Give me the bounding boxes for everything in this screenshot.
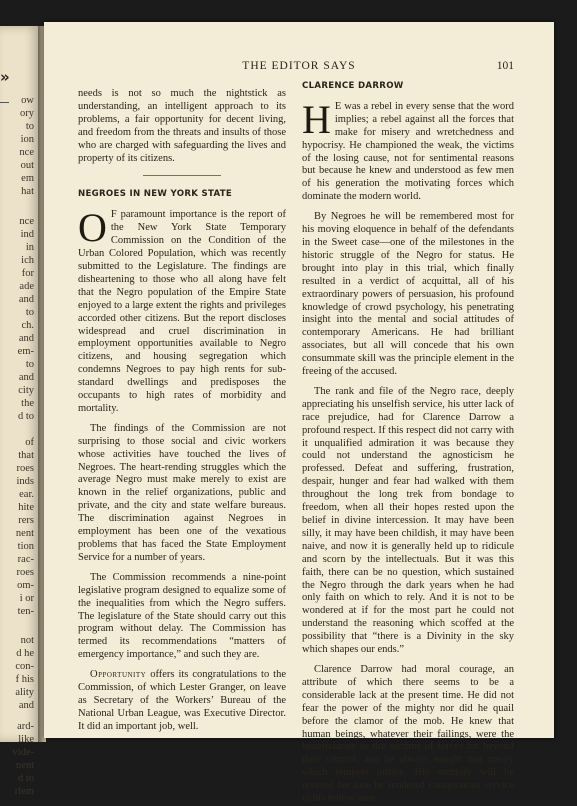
paragraph-rebel <box>302 96 514 204</box>
left-page-fragment: em <box>21 173 34 184</box>
left-page-fragment: ality <box>15 687 34 698</box>
section-title-clarence-darrow: CLARENCE DARROW <box>302 81 404 91</box>
left-page-fragment: to <box>25 121 34 132</box>
left-page-fragment: d he <box>16 648 34 659</box>
right-column <box>302 80 514 806</box>
left-page-fragment: ory <box>20 108 34 119</box>
left-page-fragment: city <box>18 385 34 396</box>
paragraph-moral-courage: Clarence Darrow had moral courage, an attribute of which there seems to be a considerable lack at the present time. He did not fear the power of the mighty nor did he quail before the clamor of the mob. He knew that human beings, whatever their failings, were the beneficiaries or the victims of forces far beyond their control, and he always sought that mercy which tempers justice. His memory will be revered because he rendered conspicuous service to his fellow men. <box>302 663 514 805</box>
left-page-fragment: vide- <box>12 747 34 758</box>
left-page-fragment: and <box>18 700 34 711</box>
left-page-fragment: nent <box>15 760 34 771</box>
section-title-negroes-new-york: NEGROES IN NEW YORK STATE <box>78 189 233 200</box>
left-page-fragment: not <box>20 635 34 646</box>
paragraph-recommendations: The Commission recommends a nine-point legislative program designed to equalize some of the inequalities from which the Negro suffers. The legislature of the State should carry out this program without delay. The Commission has termed its recommendations “matters of emergency importance,” and such they are. <box>78 571 286 661</box>
left-page-fragment: ade <box>19 281 34 292</box>
left-page-fragment: hat <box>21 186 34 197</box>
magazine-name: Opportunity <box>90 669 147 681</box>
left-page-fragment: tion <box>17 541 34 552</box>
right-page <box>44 22 554 805</box>
left-page-fragment: ch. <box>21 320 34 331</box>
left-page-fragment: and <box>18 294 34 305</box>
paragraph-report <box>78 205 286 416</box>
paragraph-findings: The findings of the Commission are not surprising to those social and civic workers whose activities have touched the lives of Negroes. The heart-rending struggles which the average Negro must make merely to exist are known in the relief organizations, public and private, and the city and state welfare bureaus. The discrimination against Negroes in employment has been one of the vexatious problems that has faced the State Employment Service for a number of years. <box>78 422 286 563</box>
left-page-fragment: inds <box>16 476 34 487</box>
left-page-fragment: d to <box>17 773 34 784</box>
left-page-dash <box>0 102 9 103</box>
left-page-fragment: i or <box>19 593 34 604</box>
left-page-fragment: in <box>25 242 34 253</box>
left-page-fragment: ich <box>21 255 34 266</box>
left-page-fragment: the <box>21 398 34 409</box>
left-page-fragment: d to <box>17 411 34 422</box>
left-page-edge <box>0 26 40 797</box>
left-page-fragment: roes <box>16 463 34 474</box>
section-divider <box>143 175 221 176</box>
left-page-fragment: and <box>18 333 34 344</box>
left-page-fragment: rers <box>18 515 34 526</box>
left-page-fragment: and <box>18 372 34 383</box>
paragraph-opening: needs is not so much the nightstick as understanding, an intelligent approach to its problems, a fair opportunity for decent living, and freedom from the threats and insults of those who are charged with safeguarding the lives and property of its citizens. <box>78 88 286 164</box>
left-page-fragment: ard- <box>17 721 34 732</box>
paragraph-report-text: F paramount importance is the report of the New York State Temporary Commission on the Condition of the Urban Colored Population, which was recently submitted to the Legislature. The findings are disheartening to those who all along have felt that the Negro population of the Empire State enjoyed to a large extent the rights and privileges accorded other citizens. But the report discloses widespread and cruel discrimination in employment opportunities available to Negro citizens, and housing segregation which condemns Negroes to pay high rents for sub-standard dwellings and predisposes the occupants to high rates of morbidity and mortality. <box>78 209 286 414</box>
paragraph-congratulations <box>78 669 286 734</box>
left-page-fragment: rac- <box>17 554 34 565</box>
left-page-fragment: con- <box>15 661 34 672</box>
left-page-fragment: to <box>25 359 34 370</box>
left-page-fragment: ion <box>20 134 34 145</box>
page-number: 101 <box>496 60 514 72</box>
left-page-fragment: roes <box>16 567 34 578</box>
left-page-fragment: f his <box>15 674 34 685</box>
left-column <box>78 88 286 741</box>
left-page-fragment: nce <box>19 216 34 227</box>
left-page-fragment: for <box>21 268 34 279</box>
paragraph-sweet-case: By Negroes he will be remembered most for his moving eloquence in behalf of the defendants in the Sweet case—one of the milestones in the historic struggle of the Negro for status. He brought into play in this trial, which finally resulted in a verdict of acquittal, all of his extraordinary powers of persuasion, his profound knowledge of crowd psychology, his penetrating insight into the mental and social attitudes of contemporary Americans. He had brilliant associates, but all will concede that his own consummate skill was the principle element in the freeing of the accused. <box>302 211 514 378</box>
drop-cap: O <box>78 205 107 251</box>
left-page-fragment: em- <box>17 346 34 357</box>
left-page-fragment: ow <box>21 95 34 106</box>
left-page-fragment: rlem <box>14 786 34 797</box>
left-page-mark: » <box>0 68 10 86</box>
paragraph-rank-and-file: The rank and file of the Negro race, deeply appreciating his unselfish service, his utter lack of race prejudice, had for Clarence Darrow a profound respect. If this respect did not carry with it unqualified admiration it was because they could not understand the agnosticism he professed. Defeat and suffering, frustration, despair, hunger and fear had walked with them throughout the long trek from bondage to freedom, when all their hopes rested upon the belief in divine intercession. It may have been silly, it may have been childish, it may have been naive, and now it is generally held up to ridicule and scorn by the intellectuals. But it was this faith, there can be no question, which sustained the Negro through the dark years when he had only faith on which to rely. And it is not to be wondered at if for the most part he could not understand the reasoning which scoffed at the possibility that “there is a Divinity in the sky which shapes our ends.” <box>302 385 514 656</box>
left-page-fragment: ear. <box>19 489 34 500</box>
paragraph-rebel-text: E was a rebel in every sense that the word implies; a rebel against all the forces that make for misery and wretchedness and hypocrisy. He championed the weak, the victims of the losing cause, not for sentimental reasons but because he knew and understood as few men of his generation the motivating forces which dominate the modern world. <box>302 100 514 203</box>
left-page-fragment: ind <box>20 229 34 240</box>
left-page-fragment: out <box>20 160 34 171</box>
left-page-fragment: hite <box>18 502 34 513</box>
paragraph-congratulations-text: offers its congratulations to the Commission, of which Lester Granger, on leave as Secretary of the Workers’ Bureau of the National Urban League, was Executive Director. It did an important job, well. <box>78 669 286 732</box>
running-head: THE EDITOR SAYS <box>242 60 356 72</box>
drop-cap: H <box>302 96 331 142</box>
left-page-fragment: om- <box>17 580 34 591</box>
left-page-fragment: ten- <box>17 606 34 617</box>
left-page-fragment: that <box>18 450 34 461</box>
left-page-fragment: nent <box>15 528 34 539</box>
left-page-fragment: like <box>18 734 34 745</box>
left-page-fragment: to <box>25 307 34 318</box>
left-page-fragment: of <box>25 437 34 448</box>
left-page-fragment: nce <box>19 147 34 158</box>
